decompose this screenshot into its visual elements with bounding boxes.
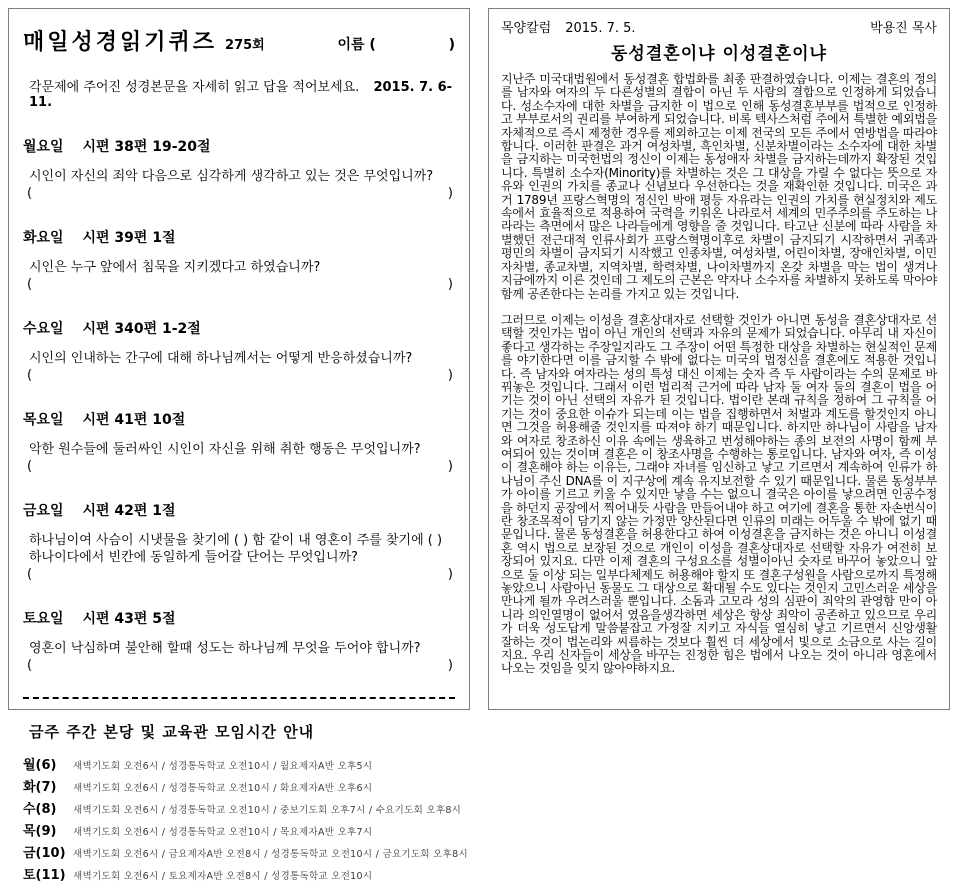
quiz-item bbox=[23, 500, 455, 582]
schedule-row bbox=[23, 754, 455, 773]
answer-blank-line bbox=[23, 567, 455, 582]
answer-open-paren: ( bbox=[27, 186, 33, 201]
column-paragraph: 그러므로 이제는 이성을 결혼상대자로 선택할 것인가 아니면 동성을 결혼상대자로 선택할 것인가는 법이 아닌 개인의 선택과 자유의 문제가 되었습니다. 아무리 내 자신이 좋다고 생각하는 주장일지라도 그 주장이 어떤 특정한 대상을 차별하는 현실적인 문제를 야기한다면 이를 금지할 수 밖에 없다는 미국의 법정신을 결혼에도 적용한 것입니다. 즉 남자와 여자라는 성의 특성 대신 이제는 숫자 즉 두 사람이라는 수의 문제로 바꿔놓은 것입니다. 그래서 이런 법리적 근거에 따라 남자 둘 여자 둘의 결혼이 법을 어기는 것이 아닌 선택의 자유가 된 것입니다. 법이란 본래 규칙을 정하여 그 규칙을 어기는 것이 중요한 이슈가 되는데 이는 법을 집행하면서 처벌과 계도를 할것인지 아니면 그것을 허용해줄 것인지를 따져야 하기 때문입니다. 하지만 하나님이 사람을 남자와 여자로 창조하신 이유 속에는 생육하고 번성해야하는 종의 보전의 사명이 함께 부여되어 있는 것이며 결혼은 이 창조사명을 수행하는 통로입니다. 남자와 여자, 즉 이성이 결혼해야 하는 이유는, 그래야 자녀를 임신하고 낳고 기르면서 계속하여 인류가 하나님이 주신 DNA를 이 지구상에 계속 유지보전할 수 있기 때문입니다. 물론 동성부부가 아이를 기르고 키울 수 있지만 낳을 수는 없으니 결국은 아이를 낳으려면 인공수정을 하던지 공장에서 찍어내듯 사람을 만들어내야 하고 여기에 결혼을 통한 자손번식이란 창조목적이 담기지 않는 가정만 양산된다면 인류의 미래는 어두울 수 밖에 없기 때문입니다. 물론 동성결혼을 허용한다고 하여 이성결혼을 금지하는 것은 아니니 이성결혼 역시 법으로 보장된 것으로 개인이 이성을 결혼상대자로 선택할 자유가 여전히 보장되어 있지요. 다만 이제 결혼의 구성요소를 성별이아닌 숫자로 바꾸어 놓았으니 앞으로 둘 이상 되는 일부다체제도 허용해야 할지 또 결혼구성원을 사람으로까지 특정해 놓았으니 사람아닌 동물도 그 대상으로 확대될 수도 있다는 것인지 고민스러운 세상을 만나게 될까 우려스러울 뿐입니다. 소돔과 고모라 성의 심판이 죄악의 관영함 만이 아니라 의인열명이 없어서 였음을생각하면 세상은 항상 죄악이 공존하고 있으므로 우리가 더욱 성도답게 말씀붙잡고 가정잘 지키고 자식들 열심히 낳고 기르면서 신앙생활 잘하는 것이 법논리와 씨름하는 것보다 훨씬 더 세상에서 빛으로 소금으로 사는 길이지요. 우리 신자들이 세상을 바꾸는 진정한 힘은 법에서 나오는 것이 아니라 영혼에서 나오는 것임을 잊지 않아야하지요. bbox=[501, 312, 937, 676]
schedule-day-label: 토(11) bbox=[23, 868, 66, 883]
quiz-passage-reference: 시편 42편 1절 bbox=[82, 503, 176, 519]
column-header bbox=[501, 17, 937, 36]
quiz-instruction bbox=[23, 76, 455, 110]
quiz-passage-reference: 시편 43편 5절 bbox=[82, 611, 176, 627]
quiz-question-text: 악한 원수들에 둘러싸인 시인이 자신을 위해 취한 행동은 무엇입니까? bbox=[29, 442, 421, 457]
schedule-day-label: 목(9) bbox=[23, 824, 57, 839]
answer-close-paren: ) bbox=[447, 368, 453, 383]
quiz-passage-reference: 시편 38편 19-20절 bbox=[82, 139, 211, 155]
dashed-divider bbox=[23, 697, 455, 699]
schedule-day-events: 새벽기도회 오전6시 / 성경통독학교 오전10시 / 중보기도회 오후7시 / 수요기도회 오후8시 bbox=[73, 805, 462, 816]
schedule-row bbox=[23, 820, 455, 839]
schedule-day-label: 화(7) bbox=[23, 780, 57, 795]
quiz-header bbox=[23, 25, 455, 56]
schedule-row bbox=[23, 776, 455, 795]
quiz-item-heading bbox=[23, 318, 455, 338]
schedule-day-label: 월(6) bbox=[23, 758, 57, 773]
quiz-question-text: 시인은 누구 앞에서 침묵을 지키겠다고 하였습니까? bbox=[29, 260, 321, 275]
schedule-row bbox=[23, 798, 462, 817]
schedule-day-events: 새벽기도회 오전6시 / 금요제자A반 오전8시 / 성경통독학교 오전10시 / 금요기도회 오후8시 bbox=[73, 849, 468, 860]
quiz-item bbox=[23, 608, 455, 673]
column-label: 목양칼럼 bbox=[501, 21, 552, 36]
schedule-day-label: 수(8) bbox=[23, 802, 57, 817]
schedule-day-events: 새벽기도회 오전6시 / 성경통독학교 오전10시 / 월요제자A반 오후5시 bbox=[73, 761, 373, 772]
answer-open-paren: ( bbox=[27, 368, 33, 383]
quiz-passage-reference: 시편 41편 10절 bbox=[82, 412, 186, 428]
schedule-day-label: 금(10) bbox=[23, 846, 66, 861]
schedule-table bbox=[23, 754, 468, 883]
answer-open-paren: ( bbox=[27, 567, 33, 582]
answer-blank-line bbox=[23, 277, 455, 292]
column-page bbox=[488, 8, 950, 710]
answer-blank-line bbox=[23, 186, 455, 201]
quiz-item-heading bbox=[23, 500, 455, 520]
quiz-day-label: 토요일 bbox=[23, 611, 64, 627]
quiz-item-heading bbox=[23, 227, 455, 247]
quiz-day-label: 월요일 bbox=[23, 139, 64, 155]
quiz-list bbox=[23, 136, 455, 673]
quiz-day-label: 목요일 bbox=[23, 412, 64, 428]
quiz-page bbox=[8, 8, 470, 883]
quiz-title: 매일성경읽기퀴즈 bbox=[23, 30, 218, 55]
quiz-date-range: 2015. 7. 6-11. bbox=[29, 80, 453, 110]
quiz-item-heading bbox=[23, 409, 455, 429]
quiz-passage-reference: 시편 39편 1절 bbox=[82, 230, 176, 246]
column-date: 2015. 7. 5. bbox=[565, 21, 636, 36]
quiz-question-text: 영혼이 낙심하며 불안해 할때 성도는 하나님께 무엇을 두어야 합니까? bbox=[29, 641, 421, 656]
answer-close-paren: ) bbox=[447, 186, 453, 201]
answer-close-paren: ) bbox=[447, 658, 453, 673]
answer-blank-line bbox=[23, 658, 455, 673]
column-body bbox=[501, 73, 937, 676]
quiz-item-heading bbox=[23, 608, 455, 628]
quiz-question-text: 시인의 인내하는 간구에 대해 하나님께서는 어떻게 반응하셨습니까? bbox=[29, 351, 413, 366]
schedule-heading: 금주 주간 본당 및 교육관 모임시간 안내 bbox=[29, 723, 315, 741]
schedule-row bbox=[23, 842, 468, 861]
quiz-question-text: 시인이 자신의 죄악 다음으로 심각하게 생각하고 있는 것은 무엇입니까? bbox=[29, 169, 434, 184]
schedule-day-events: 새벽기도회 오전6시 / 성경통독학교 오전10시 / 화요제자A반 오후6시 bbox=[73, 783, 373, 794]
answer-open-paren: ( bbox=[27, 277, 33, 292]
column-author: 박용진 목사 bbox=[870, 21, 937, 36]
schedule-day-events: 새벽기도회 오전6시 / 토요제자A반 오전8시 / 성경통독학교 오전10시 bbox=[73, 871, 373, 882]
quiz-item bbox=[23, 318, 455, 383]
name-field-close-paren: ) bbox=[448, 37, 455, 53]
quiz-item-heading bbox=[23, 136, 455, 156]
quiz-day-label: 수요일 bbox=[23, 321, 64, 337]
column-title: 동성결혼이냐 이성결혼이냐 bbox=[611, 44, 827, 64]
quiz-day-label: 화요일 bbox=[23, 230, 64, 246]
quiz-question-text: 하나님이여 사슴이 시냇물을 찾기에 ( ) 함 같이 내 영혼이 주를 찾기에 ( ) 하나이다에서 빈칸에 동일하게 들어갈 단어는 무엇입니까? bbox=[29, 533, 443, 565]
instruction-text: 각문제에 주어진 성경본문을 자세히 읽고 답을 적어보세요. bbox=[29, 80, 360, 95]
quiz-issue-number: 275회 bbox=[225, 38, 265, 53]
schedule-row bbox=[23, 864, 455, 883]
schedule-day-events: 새벽기도회 오전6시 / 성경통독학교 오전10시 / 목요제자A반 오후7시 bbox=[73, 827, 373, 838]
quiz-passage-reference: 시편 340편 1-2절 bbox=[82, 321, 201, 337]
answer-blank-line bbox=[23, 459, 455, 474]
answer-close-paren: ) bbox=[447, 459, 453, 474]
quiz-day-label: 금요일 bbox=[23, 503, 64, 519]
column-paragraph: 지난주 미국대법원에서 동성결혼 합법화를 최종 판결하였습니다. 이제는 결혼의 정의를 남자와 여자의 두 다른성별의 결합이 아닌 두 사람의 결합으로 인정하게 되었습니다. 성소수자에 대한 차별을 금지한 이 법으로 인해 동성결혼부부를 법적으로 인정하고 부부로서의 권리를 부여하게 되었습니다. 비록 텍사스처럼 주에서 특별한 예외법을 자체적으로 즉시 제정한 경우를 제외하고는 이제 전국의 모든 주에서 연방법을 따라야 합니다. 이러한 판결은 과거 여성차별, 흑인차별, 신분차별이라는 소수자에 대한 차별을 금지하는 미국헌법의 정신이 이제는 동성애자 차별을 금지하는데까지 확장된 것입니다. 특별히 소수자(Minority)를 차별하는 것은 그 대상을 가릴 수 없다는 뜻으로 자유와 인권의 가치를 종교나 신념보다 우선한다는 것을 재확인한 것입니다. 미국은 과거 1789년 프랑스혁명의 정신인 박애 평등 자유라는 인권의 가치를 현실정치와 제도 속에서 효율적으로 적용하여 국력을 키워온 나라로서 세계의 민주주의를 주도하는 나라라는 측면에서 많은 나라들에게 영향을 줄 것입니다. 타고난 신분에 따라 사람을 차별했던 전근대적 인류사회가 프랑스혁명이후로 차별이 금지되기 시작하면서 귀족과 평민의 차별이 금지되기 시작했고 인종차별, 여성차별, 어린이차별, 장애인차별, 이민자차별, 종교차별, 지역차별, 학력차별, 나이차별까지 온갖 차별을 막는 법이 생겨나 지금에까지 이른 것인데 그 제도의 근본은 약자나 소수자를 차별하지 못하도록 막아야 함께 공존한다는 논리를 가지고 있는 것입니다. bbox=[501, 72, 937, 301]
answer-close-paren: ) bbox=[447, 567, 453, 582]
quiz-item bbox=[23, 136, 455, 201]
answer-open-paren: ( bbox=[27, 459, 33, 474]
answer-close-paren: ) bbox=[447, 277, 453, 292]
quiz-item bbox=[23, 227, 455, 292]
answer-open-paren: ( bbox=[27, 658, 33, 673]
name-field-label: 이름 ( bbox=[337, 37, 376, 53]
answer-blank-line bbox=[23, 368, 455, 383]
quiz-item bbox=[23, 409, 455, 474]
